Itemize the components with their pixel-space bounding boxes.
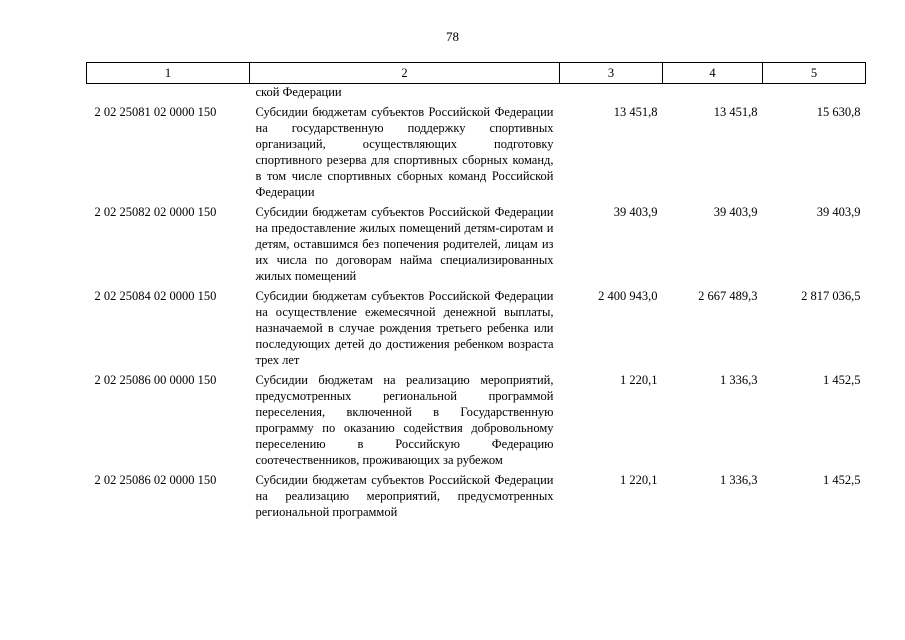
page-number: 78: [446, 29, 459, 44]
row-value-col4: 1 336,3: [720, 473, 758, 487]
table-row: [87, 100, 866, 200]
row-value-col5: 1 452,5: [823, 473, 861, 487]
table-row: [87, 284, 866, 368]
row-name: Субсидии бюджетам субъектов Российской Федерации на реализацию мероприятий, предусмотренных региональной программой: [255, 473, 554, 519]
row-value-col3: 39 403,9: [613, 205, 658, 219]
row-value-col4: 39 403,9: [713, 205, 758, 219]
header-col-4: 4: [663, 63, 763, 84]
row-value-col4: 13 451,8: [713, 105, 758, 119]
continuation-row: [87, 84, 866, 101]
row-name: Субсидии бюджетам субъектов Российской Федерации на государственную поддержку спортивных организаций, осуществляющих подготовку спортивного резерва для спортивных сборных команд, в том числе спортивных сборных команд Российской Федерации: [255, 105, 554, 199]
header-col-2: 2: [250, 63, 560, 84]
continuation-text: ской Федерации: [255, 85, 342, 99]
row-code: 2 02 25084 02 0000 150: [94, 289, 217, 303]
row-value-col3: 13 451,8: [613, 105, 658, 119]
table-header: [87, 63, 866, 84]
table-row: [87, 468, 866, 520]
row-value-col5: 39 403,9: [816, 205, 861, 219]
row-code: 2 02 25086 02 0000 150: [94, 473, 217, 487]
row-value-col3: 1 220,1: [620, 473, 658, 487]
row-value-col3: 1 220,1: [620, 373, 658, 387]
row-value-col5: 1 452,5: [823, 373, 861, 387]
row-value-col5: 15 630,8: [816, 105, 861, 119]
row-name: Субсидии бюджетам субъектов Российской Федерации на осуществление ежемесячной денежной выплаты, назначаемой в случае рождения третьего ребенка или последующих детей до достижения ребенком возраста трех лет: [255, 289, 554, 367]
row-name: Субсидии бюджетам на реализацию мероприятий, предусмотренных региональной программой переселения, включенной в Государственную программу по оказанию содействия добровольному переселению в Российскую Федерацию соотечественников, проживающих за рубежом: [255, 373, 554, 467]
row-code: 2 02 25082 02 0000 150: [94, 205, 217, 219]
row-value-col4: 1 336,3: [720, 373, 758, 387]
row-name: Субсидии бюджетам субъектов Российской Федерации на предоставление жилых помещений детям-сиротам и детям, оставшимся без попечения родителей, лицам из их числа по договорам найма специализированных жилых помещений: [255, 205, 554, 283]
row-value-col4: 2 667 489,3: [698, 289, 758, 303]
row-code: 2 02 25081 02 0000 150: [94, 105, 217, 119]
row-value-col3: 2 400 943,0: [598, 289, 658, 303]
header-col-3: 3: [560, 63, 663, 84]
row-value-col5: 2 817 036,5: [801, 289, 861, 303]
table-row: [87, 368, 866, 468]
row-code: 2 02 25086 00 0000 150: [94, 373, 217, 387]
budget-table: [86, 62, 866, 520]
table-row: [87, 200, 866, 284]
header-col-5: 5: [763, 63, 866, 84]
header-col-1: 1: [87, 63, 250, 84]
